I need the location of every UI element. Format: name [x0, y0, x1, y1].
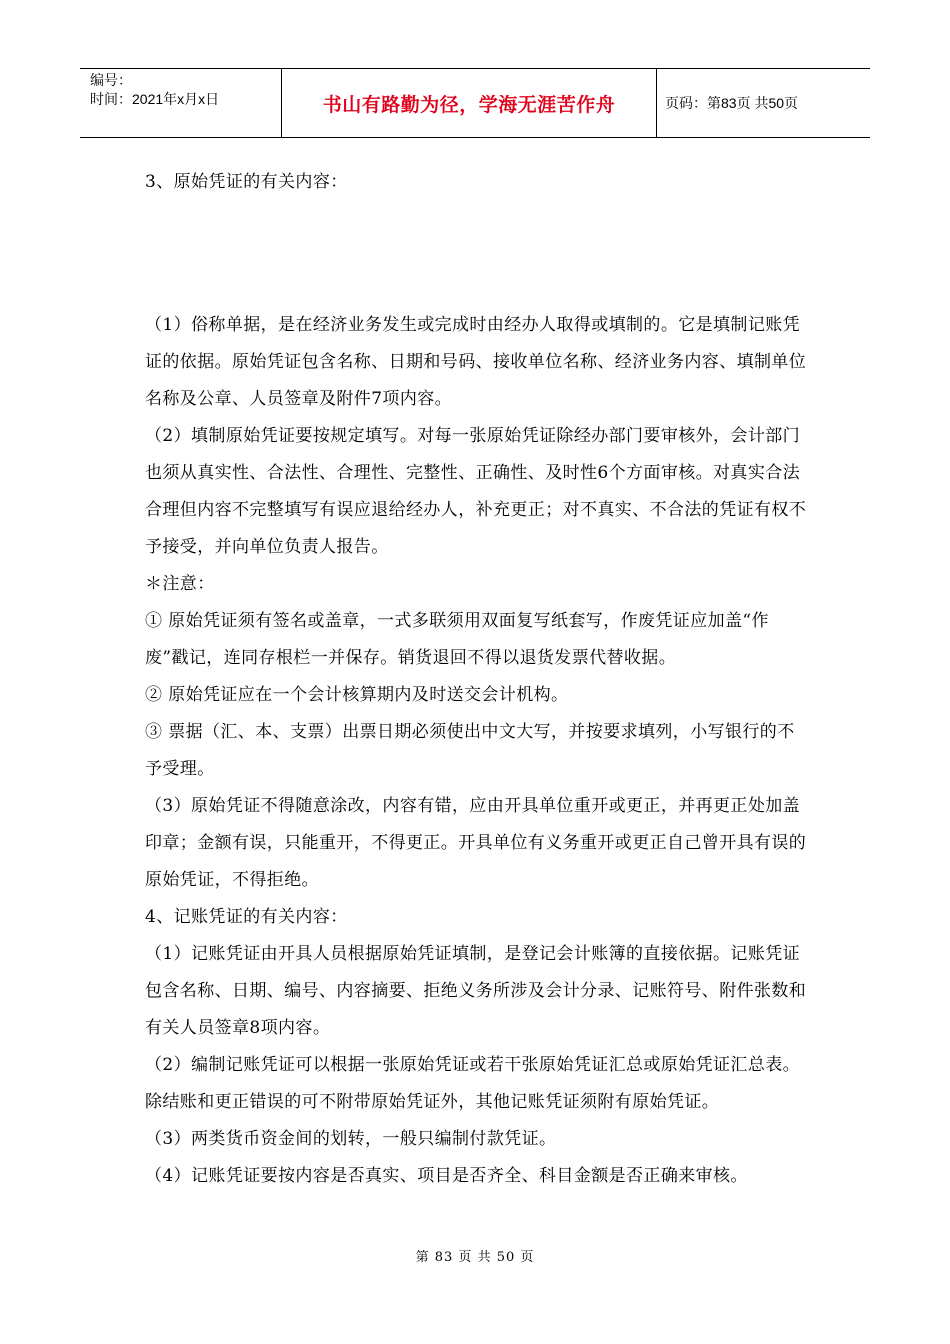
- section-heading-4: 4、记账凭证的有关内容：: [145, 907, 348, 927]
- paragraph-4-3: （3）两类货币资金间的划转，一般只编制付款凭证。: [145, 1129, 557, 1149]
- document-body: [145, 164, 811, 1195]
- header-page-info: 页码：第83页 共50页: [665, 95, 799, 111]
- paragraph-4-2: （2）编制记账凭证可以根据一张原始凭证或若干张原始凭证汇总或原始凭证汇总表。除结账和更正错误的可不附带原始凭证外，其他记账凭证须附有原始凭证。: [145, 1055, 801, 1112]
- page-header: [80, 68, 870, 138]
- paragraph-4-4: （4）记账凭证要按内容是否真实、项目是否齐全、科目金额是否正确来审核。: [145, 1166, 748, 1186]
- note-item-3: ③ 票据（汇、本、支票）出票日期必须使出中文大写，并按要求填列，小写银行的不予受理。: [145, 722, 795, 779]
- note-label: ＊注意：: [145, 574, 215, 594]
- section-heading-3: 3、原始凭证的有关内容：: [145, 172, 348, 192]
- note-item-1: ① 原始凭证须有签名或盖章，一式多联须用双面复写纸套写，作废凭证应加盖“作废”戳记，连同存根栏一并保存。销货退回不得以退货发票代替收据。: [145, 611, 769, 668]
- note-item-2: ② 原始凭证应在一个会计核算期内及时送交会计机构。: [145, 685, 569, 705]
- document-time-label: 时间：2021年x月x日: [90, 91, 220, 107]
- page-footer: 第 83 页 共 50 页: [415, 1250, 535, 1265]
- paragraph-4-1: （1）记账凭证由开具人员根据原始凭证填制，是登记会计账簿的直接依据。记账凭证包含名称、日期、编号、内容摘要、拒绝义务所涉及会计分录、记账符号、附件张数和有关人员签章8项内容。: [145, 944, 807, 1038]
- paragraph-3-2: （2）填制原始凭证要按规定填写。对每一张原始凭证除经办部门要审核外，会计部门也须从真实性、合法性、合理性、完整性、正确性、及时性6个方面审核。对真实合法合理但内容不完整填写有误应退给经办人，补充更正；对不真实、不合法的凭证有权不予接受，并向单位负责人报告。: [145, 426, 807, 557]
- paragraph-3-3: （3）原始凭证不得随意涂改，内容有错，应由开具单位重开或更正，并再更正处加盖印章；金额有误，只能重开，不得更正。开具单位有义务重开或更正自己曾开具有误的原始凭证，不得拒绝。: [145, 796, 807, 890]
- paragraph-3-1: （1）俗称单据，是在经济业务发生或完成时由经办人取得或填制的。它是填制记账凭证的依据。原始凭证包含名称、日期和号码、接收单位名称、经济业务内容、填制单位名称及公章、人员签章及附件7项内容。: [145, 315, 807, 409]
- header-motto: 书山有路勤为径，学海无涯苦作舟: [282, 69, 657, 137]
- header-meta-cell: [80, 69, 282, 137]
- document-number-label: 编号：: [90, 72, 132, 88]
